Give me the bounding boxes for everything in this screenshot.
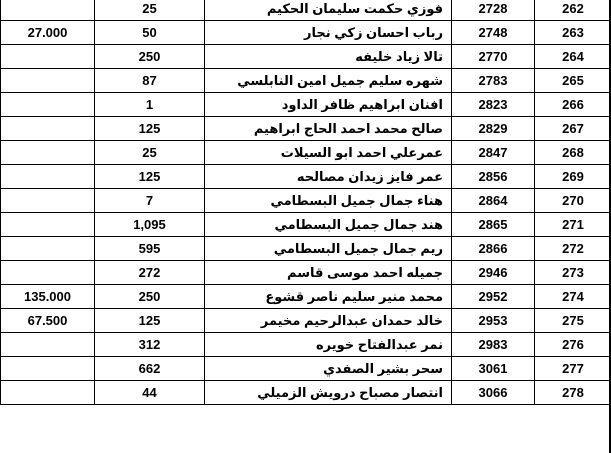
quantity-cell: 272 <box>95 261 205 285</box>
quantity-cell: 7 <box>95 189 205 213</box>
name-cell: نمر عبدالفتاح خويره <box>205 333 452 357</box>
amount-cell: 27.000 <box>1 21 95 45</box>
name-cell: محمد منير سليم ناصر قشوع <box>205 285 452 309</box>
quantity-cell: 25 <box>95 0 205 21</box>
table-row <box>1 381 611 405</box>
amount-cell <box>1 165 95 189</box>
amount-cell <box>1 69 95 93</box>
table-row <box>1 213 611 237</box>
quantity-cell: 662 <box>95 357 205 381</box>
table-row <box>1 333 611 357</box>
quantity-cell: 595 <box>95 237 205 261</box>
code-cell: 2770 <box>452 45 535 69</box>
code-cell: 2946 <box>452 261 535 285</box>
table-row <box>1 165 611 189</box>
code-cell: 2783 <box>452 69 535 93</box>
table-row <box>1 117 611 141</box>
table-row <box>1 0 611 21</box>
table-row <box>1 21 611 45</box>
quantity-cell: 250 <box>95 285 205 309</box>
serial-cell: 262 <box>535 0 611 21</box>
name-cell: عمر فايز زيدان مصالحه <box>205 165 452 189</box>
table-row <box>1 309 611 333</box>
code-cell: 2847 <box>452 141 535 165</box>
name-cell: خالد حمدان عبدالرحيم مخيمر <box>205 309 452 333</box>
table-row <box>1 357 611 381</box>
table-row <box>1 45 611 69</box>
table-row <box>1 285 611 309</box>
code-cell: 2829 <box>452 117 535 141</box>
amount-cell <box>1 141 95 165</box>
quantity-cell: 125 <box>95 309 205 333</box>
serial-cell: 275 <box>535 309 611 333</box>
quantity-cell: 125 <box>95 117 205 141</box>
amount-cell <box>1 213 95 237</box>
name-cell: افنان ابراهيم ظافر الداود <box>205 93 452 117</box>
quantity-cell: 312 <box>95 333 205 357</box>
quantity-cell: 1 <box>95 93 205 117</box>
code-cell: 2748 <box>452 21 535 45</box>
table-body <box>1 0 611 405</box>
amount-cell <box>1 357 95 381</box>
name-cell: هند جمال جميل البسطامي <box>205 213 452 237</box>
serial-cell: 272 <box>535 237 611 261</box>
quantity-cell: 250 <box>95 45 205 69</box>
quantity-cell: 25 <box>95 141 205 165</box>
name-cell: ريم جمال جميل البسطامي <box>205 237 452 261</box>
quantity-cell: 87 <box>95 69 205 93</box>
table-row <box>1 141 611 165</box>
amount-cell <box>1 117 95 141</box>
amount-cell <box>1 45 95 69</box>
amount-cell: 67.500 <box>1 309 95 333</box>
amount-cell <box>1 381 95 405</box>
code-cell: 2983 <box>452 333 535 357</box>
serial-cell: 268 <box>535 141 611 165</box>
name-cell: شهره سليم جميل امين النابلسي <box>205 69 452 93</box>
name-cell: رباب احسان زكي نجار <box>205 21 452 45</box>
table-row <box>1 261 611 285</box>
serial-cell: 277 <box>535 357 611 381</box>
table-row <box>1 93 611 117</box>
name-cell: صالح محمد احمد الحاج ابراهيم <box>205 117 452 141</box>
code-cell: 2866 <box>452 237 535 261</box>
serial-cell: 264 <box>535 45 611 69</box>
table-row <box>1 69 611 93</box>
serial-cell: 265 <box>535 69 611 93</box>
serial-cell: 266 <box>535 93 611 117</box>
serial-cell: 276 <box>535 333 611 357</box>
name-cell: جميله احمد موسى قاسم <box>205 261 452 285</box>
name-cell: فوزي حكمت سليمان الحكيم <box>205 0 452 21</box>
code-cell: 2953 <box>452 309 535 333</box>
code-cell: 2865 <box>452 213 535 237</box>
name-cell: هناء جمال جميل البسطامي <box>205 189 452 213</box>
amount-cell <box>1 333 95 357</box>
amount-cell <box>1 261 95 285</box>
serial-cell: 263 <box>535 21 611 45</box>
serial-cell: 278 <box>535 381 611 405</box>
code-cell: 2952 <box>452 285 535 309</box>
amount-cell <box>1 93 95 117</box>
serial-cell: 269 <box>535 165 611 189</box>
name-cell: انتصار مصباح درويش الزميلي <box>205 381 452 405</box>
amount-cell <box>1 189 95 213</box>
serial-cell: 271 <box>535 213 611 237</box>
serial-cell: 267 <box>535 117 611 141</box>
quantity-cell: 50 <box>95 21 205 45</box>
amount-cell <box>1 0 95 21</box>
table-row <box>1 237 611 261</box>
name-cell: سحر بشير الصفدي <box>205 357 452 381</box>
quantity-cell: 44 <box>95 381 205 405</box>
code-cell: 3066 <box>452 381 535 405</box>
code-cell: 2728 <box>452 0 535 21</box>
table-row <box>1 189 611 213</box>
name-cell: عمرعلي احمد ابو السيلات <box>205 141 452 165</box>
serial-cell: 270 <box>535 189 611 213</box>
name-cell: تالا زياد خليفه <box>205 45 452 69</box>
code-cell: 2856 <box>452 165 535 189</box>
amount-cell <box>1 237 95 261</box>
serial-cell: 273 <box>535 261 611 285</box>
code-cell: 2823 <box>452 93 535 117</box>
quantity-cell: 125 <box>95 165 205 189</box>
quantity-cell: 1,095 <box>95 213 205 237</box>
amount-cell: 135.000 <box>1 285 95 309</box>
code-cell: 3061 <box>452 357 535 381</box>
code-cell: 2864 <box>452 189 535 213</box>
serial-cell: 274 <box>535 285 611 309</box>
